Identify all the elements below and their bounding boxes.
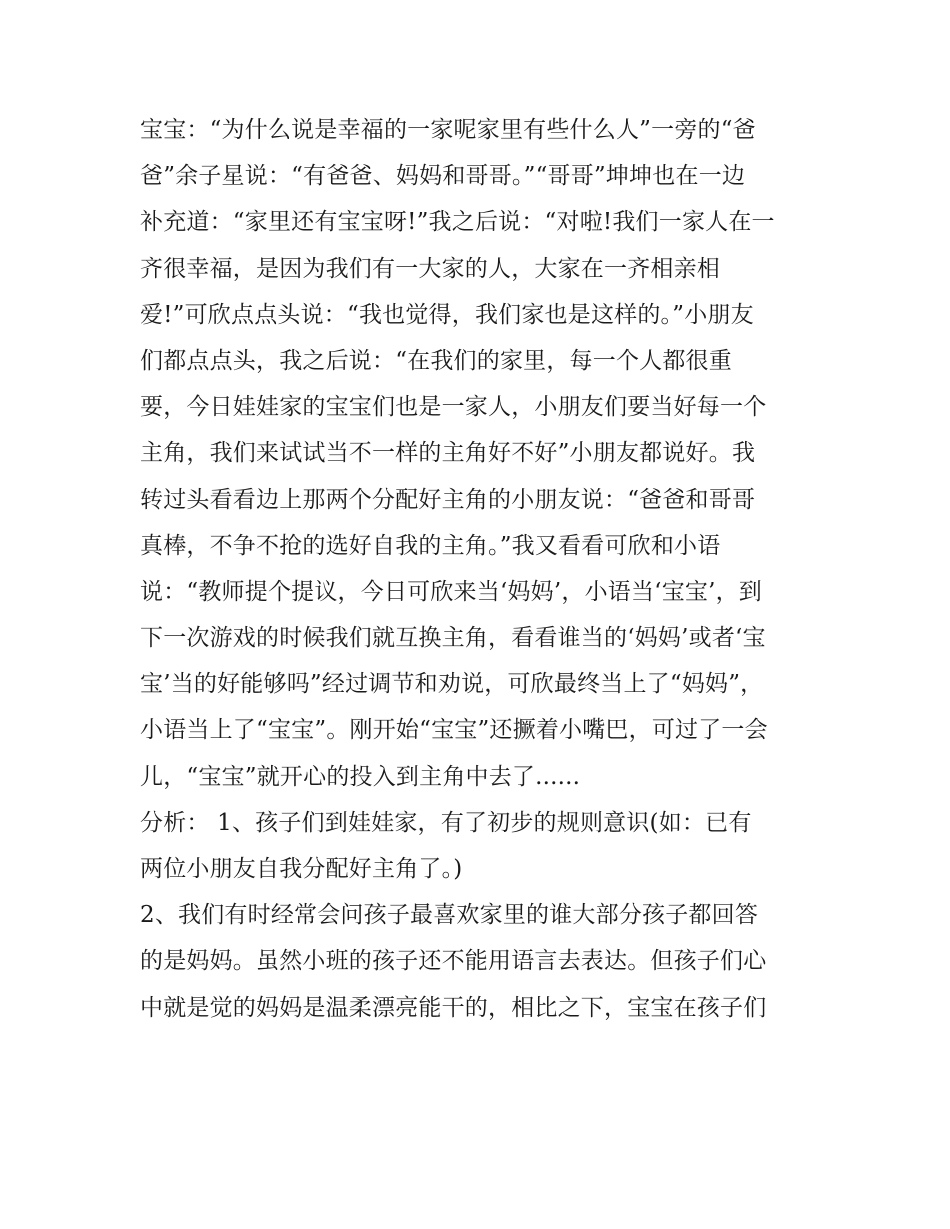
text-line: 爱!”可欣点点头说：“我也觉得，我们家也是这样的。”小朋友: [140, 301, 754, 328]
text-line: 真棒，不争不抢的选好自我的主角。”我又看看可欣和小语: [140, 532, 721, 559]
text-line: 主角，我们来试试当不一样的主角好不好”小朋友都说好。我: [140, 440, 756, 467]
text-line: 宝宝：“为什么说是幸福的一家呢家里有些什么人”一旁的“爸: [140, 117, 756, 143]
analysis-line: 的是妈妈。虽然小班的孩子还不能用语言去表达。但孩子们心: [140, 948, 767, 975]
text-line: 转过头看看边上那两个分配好主角的小朋友说：“爸爸和哥哥: [140, 486, 756, 513]
text-line: 齐很幸福，是因为我们有一大家的人，大家在一齐相亲相: [140, 255, 720, 282]
text-line: 说：“教师提个提议，今日可欣来当‘妈妈’，小语当‘宝宝’，到: [140, 578, 763, 605]
analysis-line: 中就是觉的妈妈是温柔漂亮能干的，相比之下，宝宝在孩子们: [140, 994, 767, 1021]
text-line: 儿，“宝宝”就开心的投入到主角中去了......: [140, 763, 581, 790]
text-line: 要，今日娃娃家的宝宝们也是一家人，小朋友们要当好每一个: [140, 394, 767, 421]
text-line: 补充道：“家里还有宝宝呀!”我之后说：“对啦!我们一家人在一: [140, 209, 775, 236]
analysis-line: 2、我们有时经常会问孩子最喜欢家里的谁大部分孩子都回答: [140, 902, 759, 929]
text-line: 爸”余子星说：“有爸爸、妈妈和哥哥。”“哥哥”坤坤也在一边: [140, 163, 746, 190]
analysis-line: 两位小朋友自我分配好主角了。): [140, 856, 463, 882]
text-line: 小语当上了“宝宝”。刚开始“宝宝”还撅着小嘴巴，可过了一会: [140, 717, 768, 744]
body-text: [140, 107, 830, 1031]
text-line: 下一次游戏的时候我们就互换主角，看看谁当的‘妈妈’或者‘宝: [140, 625, 766, 652]
analysis-line: 分析： 1、孩子们到娃娃家，有了初步的规则意识(如：已有: [140, 809, 752, 836]
text-line: 宝’当的好能够吗”经过调节和劝说，可欣最终当上了“妈妈”，: [140, 671, 764, 698]
text-line: 们都点点头，我之后说：“在我们的家里，每一个人都很重: [140, 347, 732, 374]
